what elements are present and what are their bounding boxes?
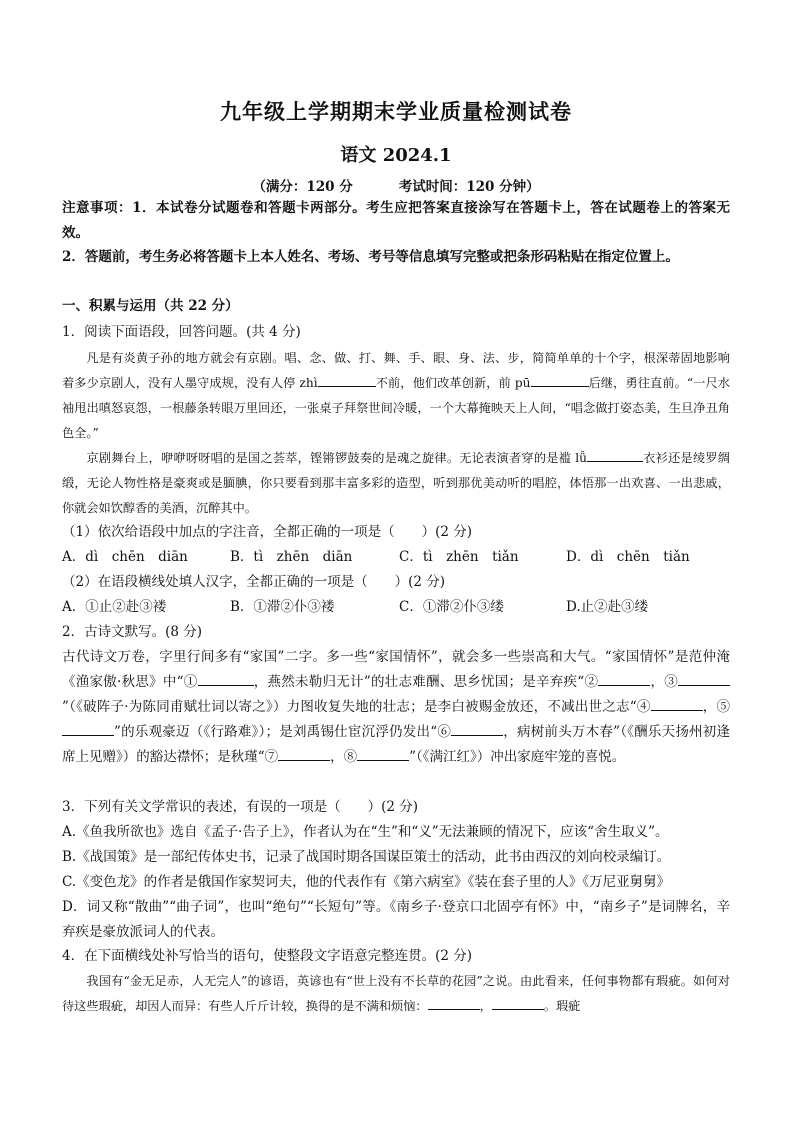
blank-q4-2 xyxy=(492,995,544,1010)
option-b: B．①滞②仆③褛 xyxy=(230,599,335,615)
q2-stem: 2．古诗文默写。(8 分) xyxy=(62,624,203,640)
exam-time: 考试时间：120 分钟） xyxy=(398,179,540,195)
note-2: 2．答题前，考生务必将答题卡上本人姓名、考场、考号等信息填写完整或把条形码粘贴在指定位置上。 xyxy=(62,249,679,265)
blank-q4-1 xyxy=(428,995,480,1010)
exam-subtitle: 语文 2024.1 xyxy=(340,145,452,166)
option-d: D.止②赴③缕 xyxy=(566,599,649,615)
q2-text xyxy=(62,645,730,770)
section-1-title: 一、积累与运用（共 22 分） xyxy=(62,298,239,314)
q1-p2a: 京剧舞台上，咿咿呀呀唱的是国之荟萃，铿锵锣鼓奏的是魂之旋律。无论表演者穿的是褴 lǚ xyxy=(86,451,587,465)
q1-sub2: （2）在语段横线处填人汉字，全都正确的一项是（ ）(2 分) xyxy=(62,574,446,590)
q1-p1a: 凡是有炎黄子孙的地方就会有京剧。唱、念、做、打、舞、手、眼、身、法、步，简简单单的十个字，根深蒂固地影响着多少京剧人，没有人墨守成规，没有人停 zhì xyxy=(62,351,730,390)
full-score: （满分：120 分 xyxy=(252,179,353,195)
q2-l7: ，病树前头万木春”（《酬乐天扬州初逢席上见赠》）的豁达襟怀；是秋瑾“⑦ xyxy=(62,724,730,765)
blank-q2-5 xyxy=(62,721,114,736)
blank-q2-4 xyxy=(651,696,703,711)
q2-l9: ”（《满江红》）冲出家庭牢笼的喜悦。 xyxy=(409,749,626,765)
q3-option-c: C.《变色龙》的作者是俄国作家契诃夫，他的代表作有《第六病室》《装在套子里的人》《万尼亚舅舅》 xyxy=(62,874,671,890)
q1-stem: 1．阅读下面语段，回答问题。(共 4 分) xyxy=(62,324,301,340)
blank-1 xyxy=(318,372,376,387)
q2-l4: ”（《破阵子·为陈同甫赋壮词以寄之》）力图收复失地的壮志；是李白被赐金放还，不减出世之志“④ xyxy=(62,699,651,715)
blank-q2-1 xyxy=(198,671,254,686)
q3-option-d: D．词又称“散曲”“曲子词”，也叫“绝句”“长短句”等。《南乡子·登京口北固亭有怀》中，“南乡子”是词牌名，辛弃疾是豪放派词人的代表。 xyxy=(62,899,730,940)
blank-q2-2 xyxy=(598,671,650,686)
q4-stem: 4．在下面横线处补写恰当的语句，使整段文字语意完整连贯。(2 分) xyxy=(62,948,473,964)
q1-passage-1 xyxy=(62,346,730,446)
q3-option-a: A.《鱼我所欲也》选自《孟子·告子上》，作者认为在“生”和“义”无法兼顾的情况下，应该“舍生取义”。 xyxy=(62,824,669,840)
blank-3 xyxy=(587,447,643,462)
q4-sep: ， xyxy=(479,999,492,1013)
q1-p1c: 后继，勇往直前。“一尺水袖甩出嗔怒哀怨，一根藤条转眼万里回还，一张桌子拜祭世间冷暖，一个大幕掩映天上人间，“唱念做打姿态美，生旦净丑角色全。” xyxy=(62,376,730,440)
q3-option-b: B.《战国策》是一部纪传体史书，记录了战国时期各国谋臣策士的活动，此书由西汉的刘向校录编订。 xyxy=(62,849,671,865)
q3-stem: 3．下列有关文学常识的表述，有误的一项是（ ）(2 分) xyxy=(62,799,419,815)
blank-q2-3 xyxy=(678,671,730,686)
q1-passage-2 xyxy=(62,446,730,521)
q1-p2b: 衣衫还是绫罗绸缎，无论人物性格是豪爽或是腼腆，你只要看到那丰富多彩的造型，听到那优美动听的唱腔，体悟那一出欢喜、一出悲戚，你就会如饮醇香的美酒，沉醉其中。 xyxy=(62,451,731,515)
exam-meta xyxy=(62,175,730,195)
option-b: B．tì zhēn diān xyxy=(230,549,353,565)
q2-l3: ，③ xyxy=(650,674,679,690)
option-a: A．dì chēn diān xyxy=(62,549,188,565)
q2-l1: 古代诗文万卷，字里行间多有“家国”二字。多一些“家国情怀”，就会多一些崇高和大气。“家国情怀”是范仲淹《渔家傲·秋思》中“① xyxy=(62,649,730,690)
blank-2 xyxy=(531,372,589,387)
option-c: C．tì zhēn tiǎn xyxy=(399,549,519,565)
blank-q2-7 xyxy=(278,746,330,761)
exam-title: 九年级上学期期末学业质量检测试卷 xyxy=(220,99,572,124)
option-c: C．①滞②仆③缕 xyxy=(399,599,504,615)
q1-sub1-options xyxy=(62,545,730,570)
q1-sub1: （1）依次给语段中加点的字注音，全都正确的一项是（ ）(2 分) xyxy=(62,524,473,540)
option-a: A．①止②赴③褛 xyxy=(62,599,167,615)
option-d: D．dì chēn tiǎn xyxy=(566,549,690,565)
q1-p1b: 不前，他们改革创新，前 pū xyxy=(375,376,531,390)
blank-q2-6 xyxy=(451,721,503,736)
q2-l2: ，燕然未勒归无计”的壮志难酬、思乡忧国；是辛弃疾“② xyxy=(253,674,599,690)
q2-l6: ”的乐观豪迈（《行路难》）；是刘禹锡仕宦沉浮仍发出“⑥ xyxy=(114,724,452,740)
q4-passage xyxy=(62,969,730,1019)
q4-end: 。瑕疵 xyxy=(543,999,581,1013)
blank-q2-8 xyxy=(357,746,409,761)
q1-sub2-options xyxy=(62,595,730,620)
q2-l5: ，⑤ xyxy=(702,699,731,715)
q2-l8: ，⑧ xyxy=(330,749,358,765)
note-1: 注意事项：1．本试卷分试题卷和答题卡两部分。考生应把答案直接涂写在答题卡上，答在试题卷上的答案无效。 xyxy=(62,200,730,241)
q4-p: 我国有“金无足赤，人无完人”的谚语，英谚也有“世上没有不长草的花园”之说。由此看来，任何事物都有瑕疵。如何对待这些瑕疵，却因人而异：有些人斤斤计较，换得的是不满和烦恼： xyxy=(62,974,730,1013)
